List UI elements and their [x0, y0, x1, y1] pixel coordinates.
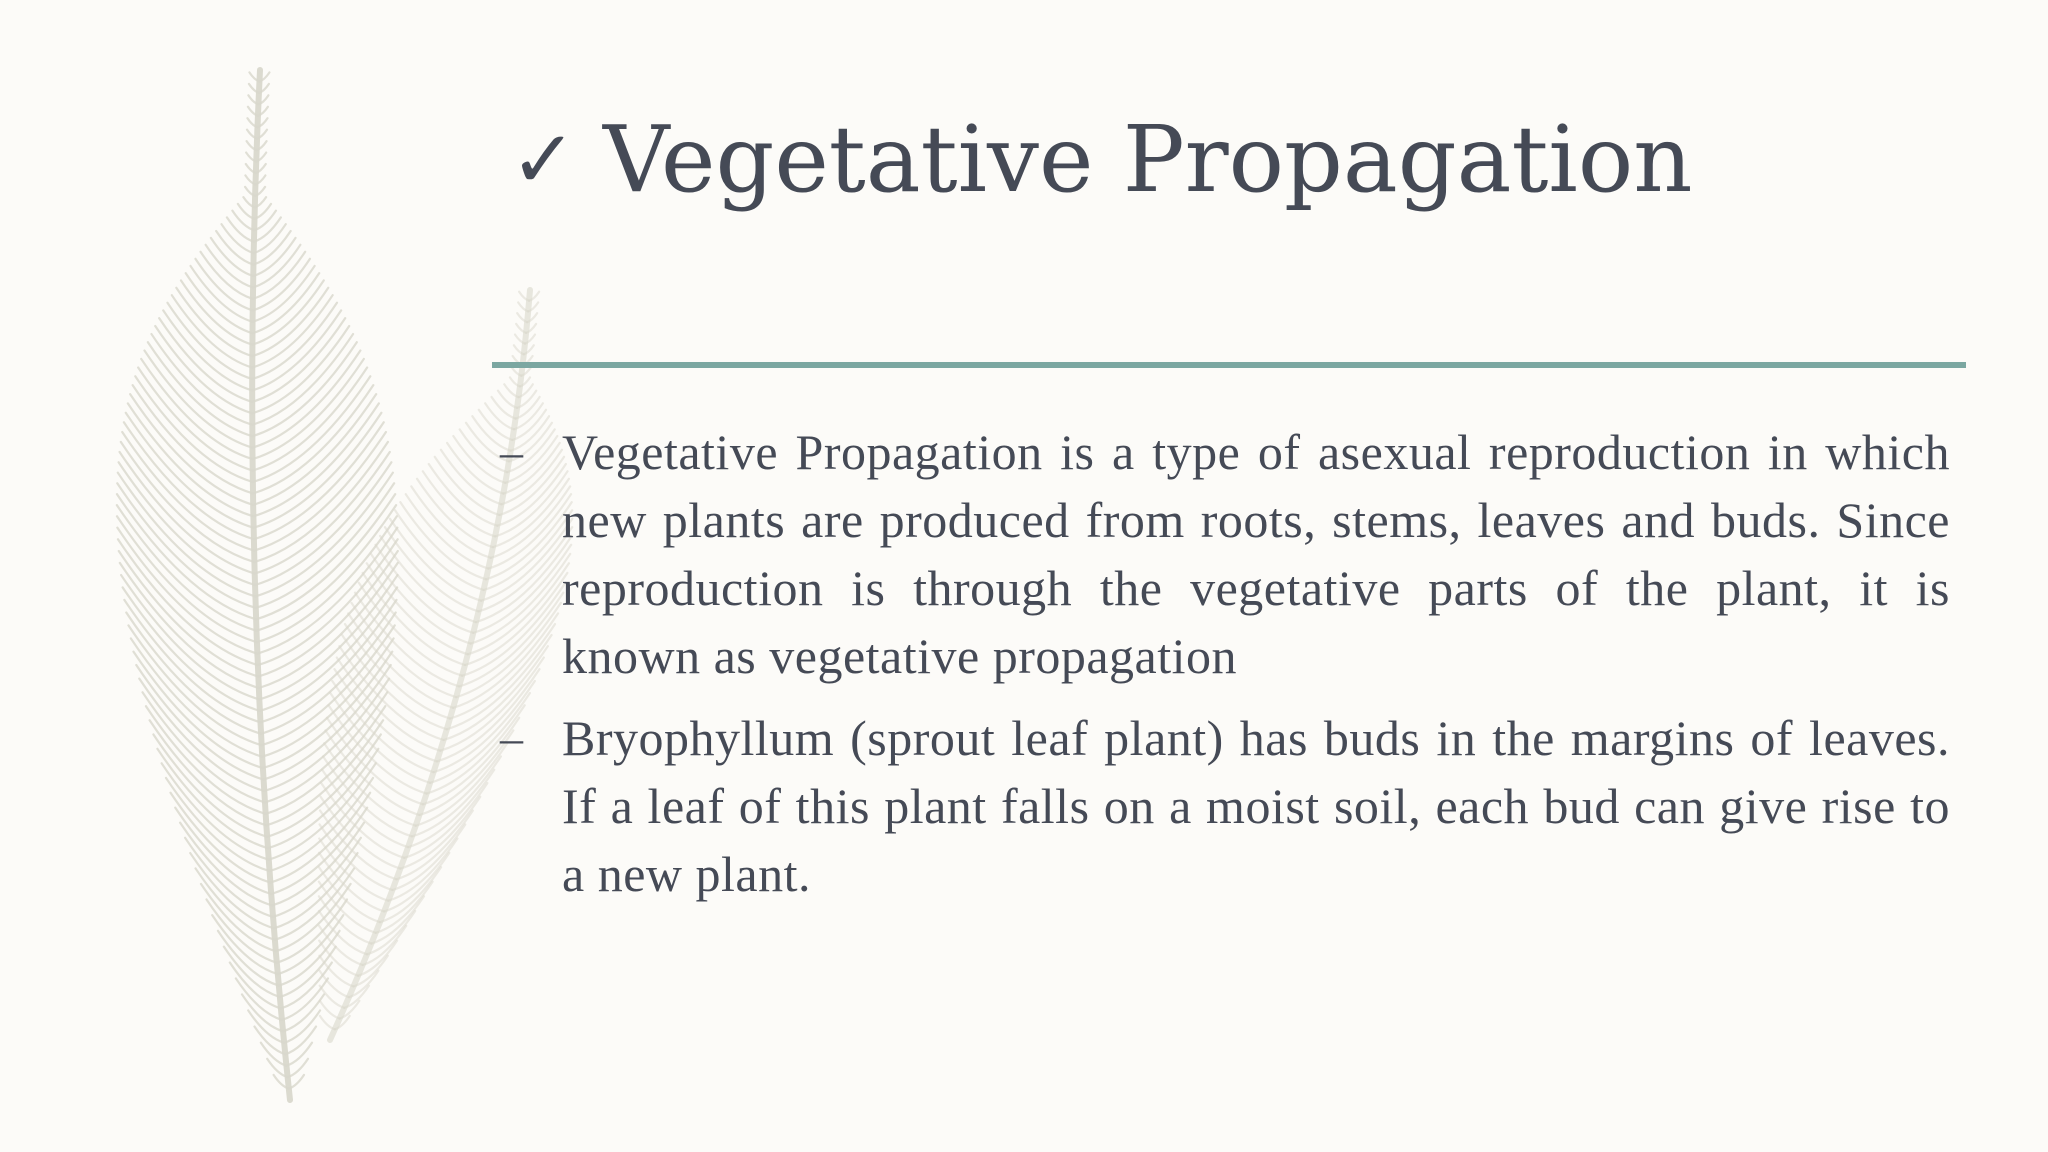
list-item — [500, 704, 1950, 908]
bullet-text: Vegetative Propagation is a type of asexual reproduction in which new plants are produced from roots, stems, leaves and buds. Since reproduction is through the vegetative parts of the plant, it is known as vegetative propagation — [562, 424, 1950, 684]
checkmark-icon: ✓ — [510, 113, 578, 206]
title-divider — [492, 362, 1966, 368]
bullet-list — [500, 418, 1950, 922]
list-item — [500, 418, 1950, 690]
page-title-text: Vegetative Propagation — [603, 106, 1693, 213]
bullet-marker: – — [500, 426, 523, 477]
bullet-marker: – — [500, 712, 523, 763]
bullet-text: Bryophyllum (sprout leaf plant) has buds in the margins of leaves. If a leaf of this plant falls on a moist soil, each bud can give rise to a new plant. — [562, 710, 1950, 902]
page-title — [510, 100, 1692, 220]
